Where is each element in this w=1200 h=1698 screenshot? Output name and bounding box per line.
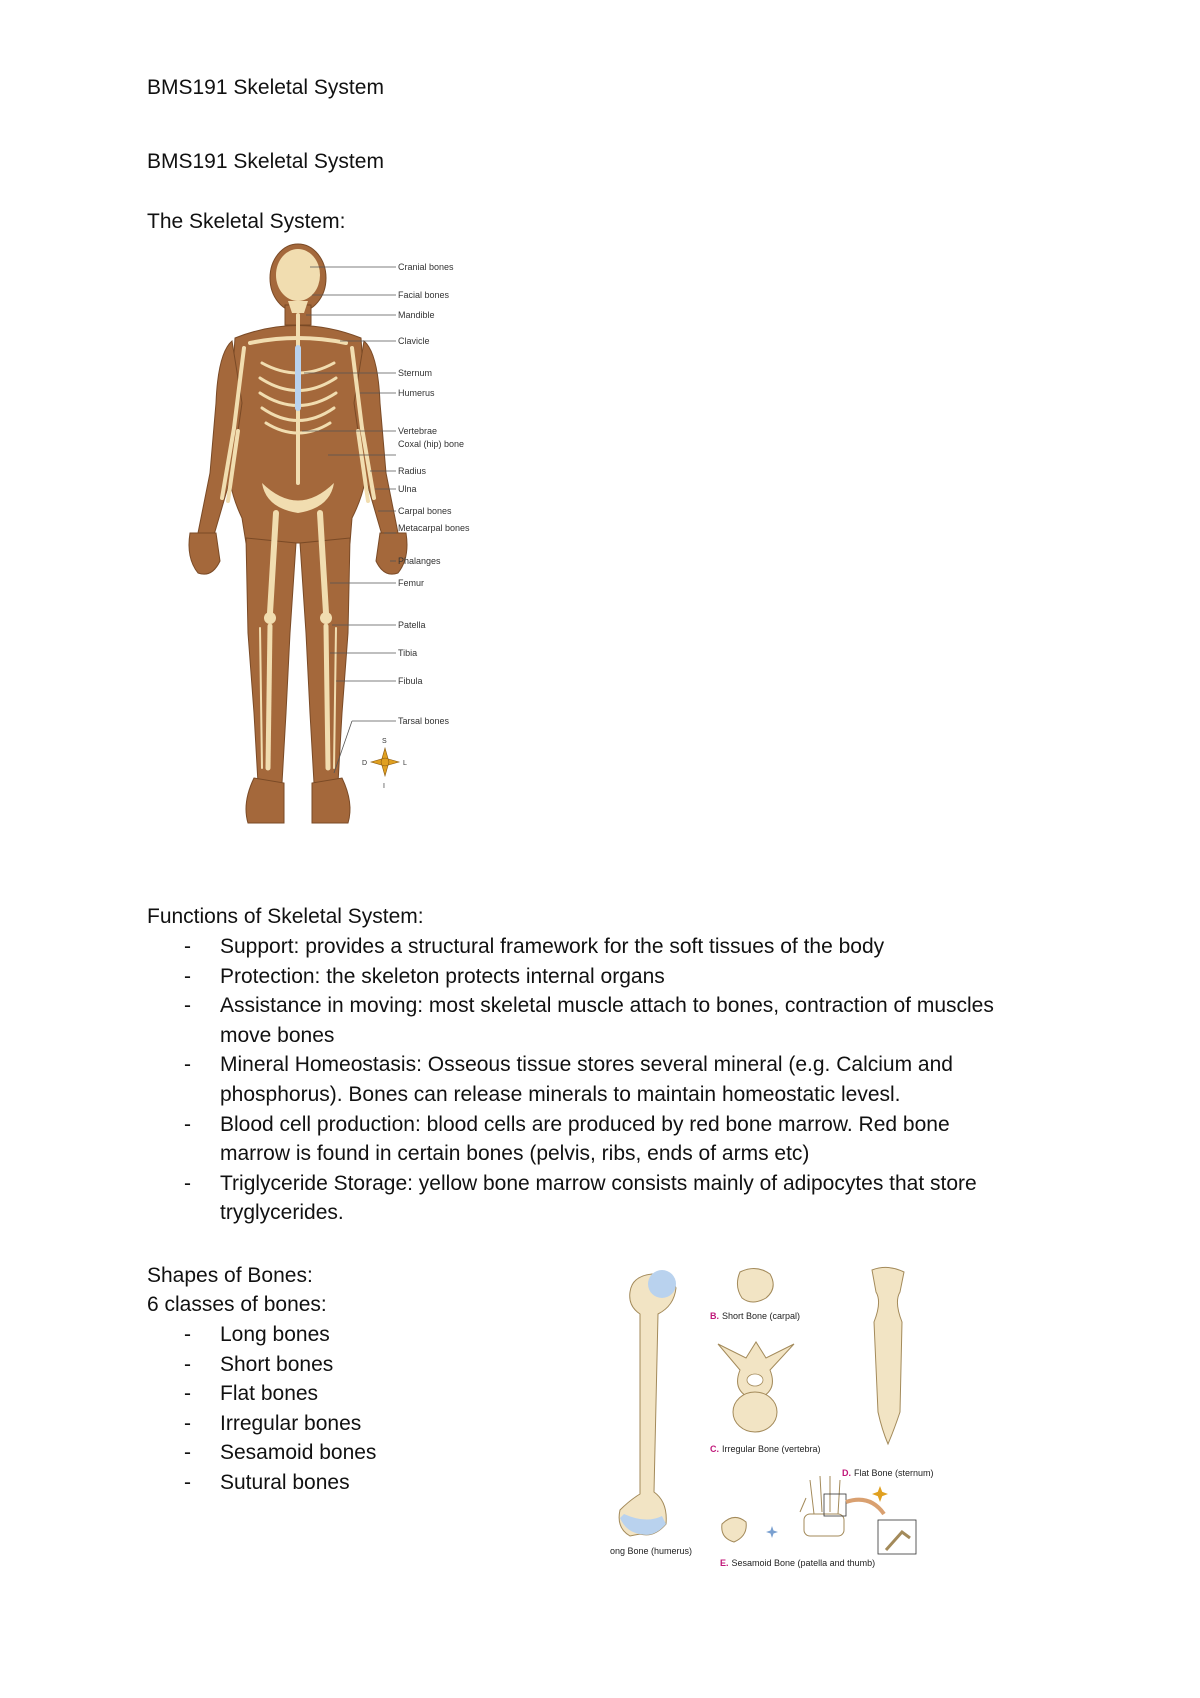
compass-icon (362, 738, 407, 790)
short-bone-carpal (710, 1268, 800, 1321)
document-header: BMS191 Skeletal System (147, 76, 384, 99)
list-item: - Mineral Homeostasis: Osseous tissue stores several mineral (e.g. Calcium and phosphorus). Bones can release minerals to maintain homeostatic levesl. (184, 1053, 953, 1106)
list-item: - Blood cell production: blood cells are produced by red bone marrow. Red bone marrow is found in certain bones (pelvis, ribs, ends of arms etc) (184, 1112, 950, 1166)
label-tibia: Tibia (398, 648, 418, 658)
list-item: - Short bones (184, 1352, 334, 1376)
list-item: - Assistance in moving: most skeletal muscle attach to bones, contraction of muscles move bones (184, 994, 994, 1047)
flat-bone-label: D. Flat Bone (sternum) (842, 1468, 934, 1478)
page-title: BMS191 Skeletal System (147, 150, 384, 173)
sesamoid-bone-label: E. Sesamoid Bone (patella and thumb) (720, 1558, 876, 1568)
label-fibula: Fibula (398, 676, 423, 686)
label-carpal-bones: Carpal bones (398, 506, 452, 516)
label-humerus: Humerus (398, 388, 435, 398)
label-vertebrae: Vertebrae (398, 426, 438, 436)
skeleton-labels (398, 262, 470, 726)
section-heading: The Skeletal System: (147, 210, 346, 233)
label-radius: Radius (398, 466, 427, 476)
skeleton-figure (180, 243, 470, 833)
list-item: - Flat bones (184, 1382, 319, 1406)
label-facial-bones: Facial bones (398, 290, 450, 300)
list-item: - Long bones (184, 1323, 330, 1346)
hand-bones (800, 1476, 916, 1554)
long-bone-label: ong Bone (humerus) (610, 1546, 693, 1556)
label-metacarpal-bones: Metacarpal bones (398, 523, 470, 533)
label-clavicle: Clavicle (398, 336, 430, 346)
list-item: - Irregular bones (184, 1411, 362, 1435)
shapes-heading: Shapes of Bones: (147, 1264, 313, 1287)
label-patella: Patella (398, 620, 426, 630)
label-coxal-bone: Coxal (hip) bone (398, 439, 465, 449)
svg-text:I: I (383, 783, 385, 790)
long-bone-humerus (610, 1270, 692, 1556)
list-item: - Triglyceride Storage: yellow bone marrow consists mainly of adipocytes that store tryglycerides. (184, 1171, 977, 1225)
label-mandible: Mandible (398, 310, 435, 320)
functions-heading: Functions of Skeletal System: (147, 905, 424, 928)
shapes-subheading: 6 classes of bones: (147, 1293, 327, 1316)
svg-text:D: D (362, 760, 368, 767)
label-cranial-bones: Cranial bones (398, 262, 454, 272)
functions-list (147, 932, 1120, 1228)
label-sternum: Sternum (398, 368, 433, 378)
list-item: - Sutural bones (184, 1470, 350, 1494)
short-bone-label: B. Short Bone (carpal) (710, 1311, 801, 1321)
list-item: - Protection: the skeleton protects internal organs (184, 964, 665, 988)
irregular-bone-label: C. Irregular Bone (vertebra) (710, 1444, 821, 1454)
svg-text:L: L (403, 760, 407, 767)
label-femur: Femur (398, 578, 425, 588)
label-ulna: Ulna (398, 484, 417, 494)
list-item: - Support: provides a structural framework for the soft tissues of the body (184, 935, 885, 958)
label-phalanges: Phalanges (398, 556, 441, 566)
bone-shapes-figure (610, 1262, 950, 1572)
label-tarsal-bones: Tarsal bones (398, 716, 450, 726)
sesamoid-bone (720, 1476, 916, 1568)
shapes-list (147, 1320, 376, 1498)
flat-bone-sternum (842, 1267, 934, 1478)
irregular-bone-vertebra (710, 1342, 821, 1454)
list-item: - Sesamoid bones (184, 1441, 377, 1465)
svg-text:S: S (382, 738, 387, 745)
